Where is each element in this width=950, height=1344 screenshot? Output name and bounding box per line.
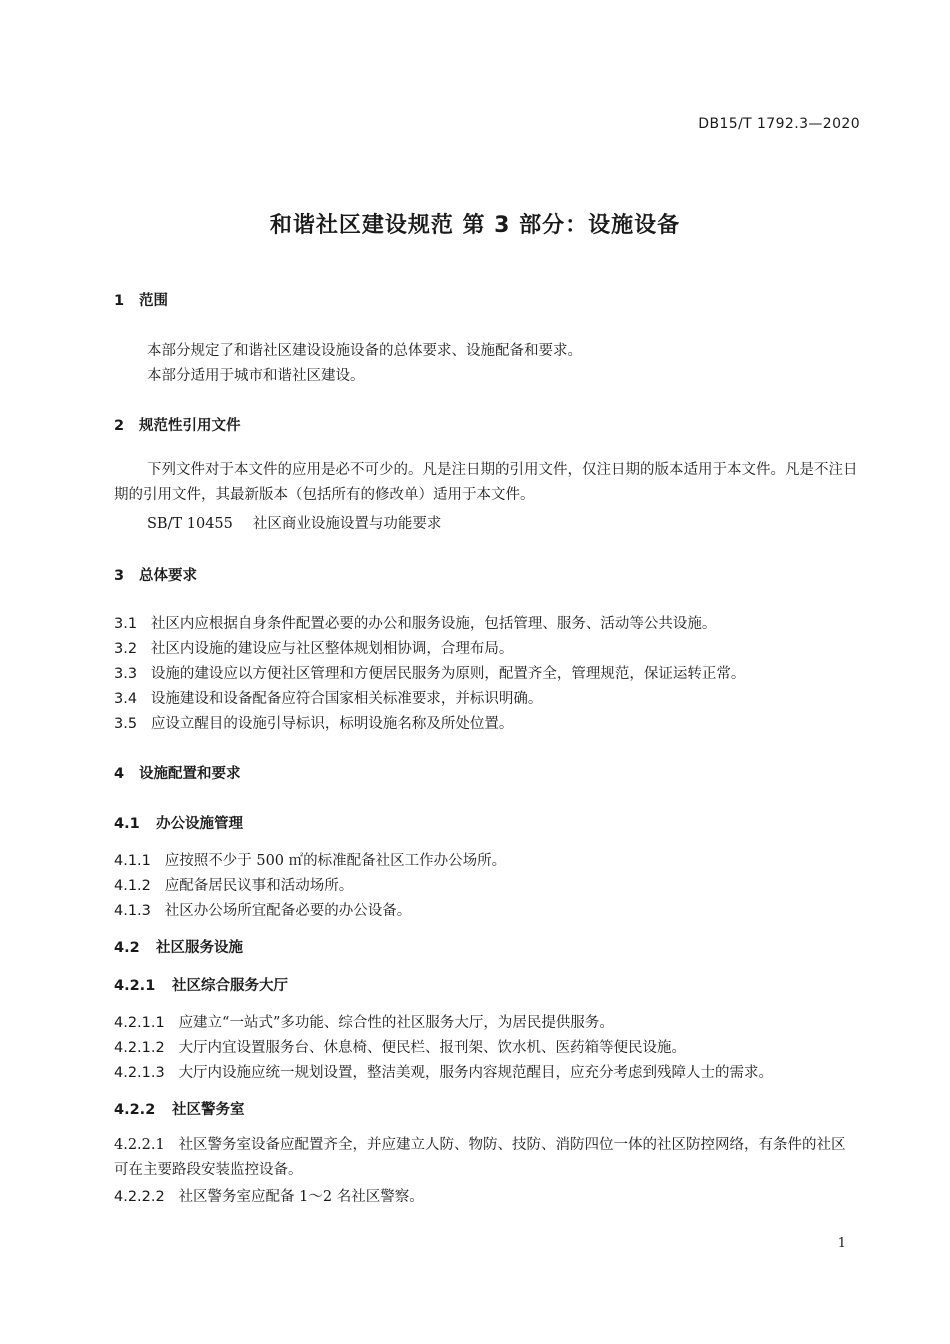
clause-number: 4.2.1.2 bbox=[114, 1040, 165, 1056]
section-title: 规范性引用文件 bbox=[139, 418, 241, 434]
paragraph: 本部分适用于城市和谐社区建设。 bbox=[147, 368, 365, 384]
subsection-heading-4-1 bbox=[114, 812, 243, 833]
clause-number: 4.2.1.1 bbox=[114, 1015, 165, 1031]
reference-title: 社区商业设施设置与功能要求 bbox=[252, 516, 442, 532]
reference-code: SB/T 10455 bbox=[147, 516, 233, 532]
clause-item bbox=[114, 874, 353, 895]
subsubsection-number: 4.2.1 bbox=[114, 978, 156, 994]
clause-item bbox=[114, 712, 513, 733]
subsubsection-heading-4-2-1 bbox=[114, 974, 288, 995]
clause-text: 设施的建设应以方便社区管理和方便居民服务为原则，配置齐全，管理规范，保证运转正常。 bbox=[150, 666, 746, 682]
clause-item bbox=[114, 849, 506, 870]
clause-text: 社区内设施的建设应与社区整体规划相协调，合理布局。 bbox=[150, 641, 514, 657]
section-number: 4 bbox=[114, 766, 125, 782]
section-title: 总体要求 bbox=[139, 568, 197, 584]
subsection-title: 社区服务设施 bbox=[156, 940, 243, 956]
clause-item bbox=[114, 637, 513, 658]
clause-number: 4.1.3 bbox=[114, 903, 151, 919]
clause-text: 应建立“一站式”多功能、综合性的社区服务大厅，为居民提供服务。 bbox=[178, 1015, 614, 1031]
clause-number: 3.5 bbox=[114, 716, 138, 732]
clause-item bbox=[114, 662, 745, 683]
clause-number: 3.1 bbox=[114, 616, 138, 632]
clause-item bbox=[114, 612, 716, 633]
section-number: 3 bbox=[114, 568, 125, 584]
clause-number: 3.4 bbox=[114, 691, 138, 707]
section-number: 1 bbox=[114, 293, 125, 309]
clause-text: 社区办公场所宜配备必要的办公设备。 bbox=[164, 903, 412, 919]
clause-number: 3.3 bbox=[114, 666, 138, 682]
section-heading-3 bbox=[114, 564, 197, 585]
clause-item bbox=[114, 1133, 859, 1183]
section-title: 范围 bbox=[139, 293, 168, 309]
clause-item bbox=[114, 1011, 614, 1032]
document-code: DB15/T 1792.3—2020 bbox=[698, 116, 860, 132]
clause-number: 4.2.2.1 bbox=[114, 1137, 165, 1153]
clause-item bbox=[114, 1185, 424, 1206]
paragraph: 本部分规定了和谐社区建设设施设备的总体要求、设施配备和要求。 bbox=[147, 343, 582, 359]
clause-text: 大厅内设施应统一规划设置，整洁美观，服务内容规范醒目，应充分考虑到残障人士的需求。 bbox=[178, 1065, 774, 1081]
section-title: 设施配置和要求 bbox=[139, 766, 241, 782]
clause-text: 社区警务室应配备 1～2 名社区警察。 bbox=[178, 1189, 424, 1205]
clause-number: 3.2 bbox=[114, 641, 138, 657]
section-number: 2 bbox=[114, 418, 125, 434]
clause-number: 4.2.2.2 bbox=[114, 1189, 165, 1205]
clause-item bbox=[114, 1061, 773, 1082]
subsubsection-title: 社区警务室 bbox=[172, 1102, 245, 1118]
document-title: 和谐社区建设规范 第 3 部分：设施设备 bbox=[269, 213, 681, 238]
clause-number: 4.2.1.3 bbox=[114, 1065, 165, 1081]
subsubsection-title: 社区综合服务大厅 bbox=[172, 978, 288, 994]
clause-item bbox=[114, 899, 411, 920]
normative-reference bbox=[147, 512, 441, 533]
clause-text: 社区内应根据自身条件配置必要的办公和服务设施，包括管理、服务、活动等公共设施。 bbox=[150, 616, 717, 632]
clause-text: 应按照不少于 500 ㎡的标准配备社区工作办公场所。 bbox=[164, 853, 507, 869]
section-heading-2 bbox=[114, 414, 241, 435]
clause-text: 应配备居民议事和活动场所。 bbox=[164, 878, 354, 894]
subsection-number: 4.1 bbox=[114, 816, 140, 832]
subsection-title: 办公设施管理 bbox=[156, 816, 243, 832]
subsubsection-number: 4.2.2 bbox=[114, 1102, 156, 1118]
section-heading-1 bbox=[114, 289, 168, 310]
clause-item bbox=[114, 687, 542, 708]
clause-item bbox=[114, 1036, 686, 1057]
subsection-number: 4.2 bbox=[114, 940, 140, 956]
clause-number: 4.1.1 bbox=[114, 853, 151, 869]
subsubsection-heading-4-2-2 bbox=[114, 1098, 245, 1119]
page-number: 1 bbox=[837, 1236, 846, 1251]
section-heading-4 bbox=[114, 762, 241, 783]
clause-text: 社区警务室设备应配置齐全，并应建立人防、物防、技防、消防四位一体的社区防控网络，有条件的社区可在主要路段安装监控设备。 bbox=[114, 1137, 846, 1178]
clause-text: 大厅内宜设置服务台、休息椅、便民栏、报刊架、饮水机、医药箱等便民设施。 bbox=[178, 1040, 687, 1056]
paragraph: 下列文件对于本文件的应用是必不可少的。凡是注日期的引用文件，仅注日期的版本适用于本文件。凡是不注日期的引用文件，其最新版本（包括所有的修改单）适用于本文件。 bbox=[114, 462, 858, 503]
clause-number: 4.1.2 bbox=[114, 878, 151, 894]
subsection-heading-4-2 bbox=[114, 936, 243, 957]
clause-text: 设施建设和设备配备应符合国家相关标准要求，并标识明确。 bbox=[150, 691, 543, 707]
clause-text: 应设立醒目的设施引导标识，标明设施名称及所处位置。 bbox=[150, 716, 514, 732]
